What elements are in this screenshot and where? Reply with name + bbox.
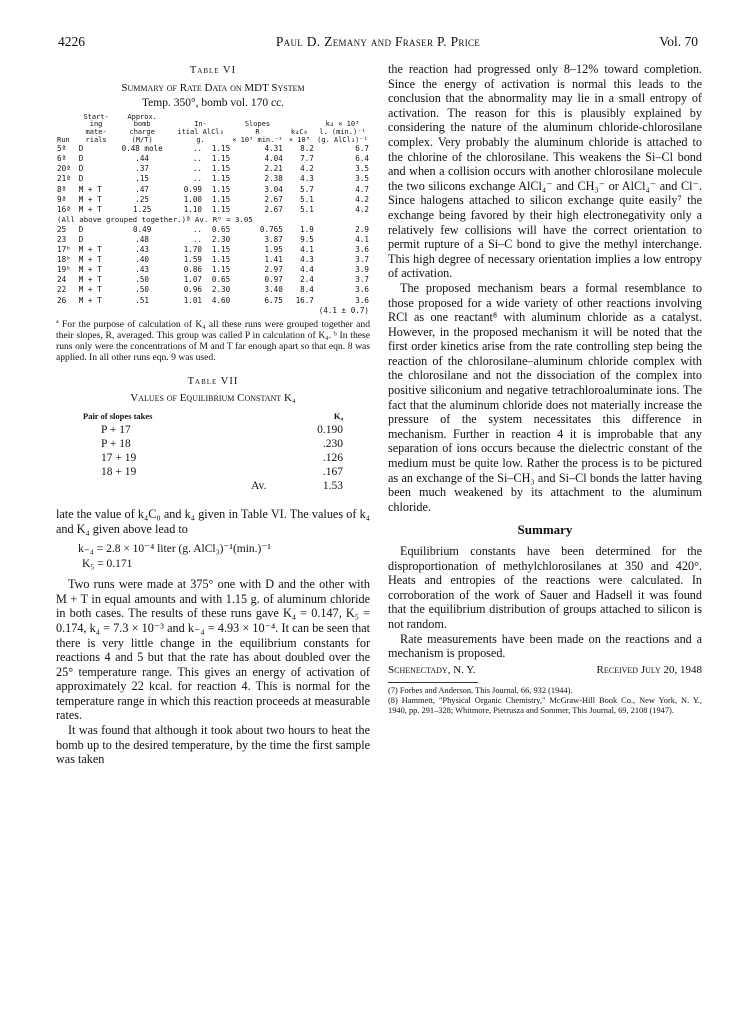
table-cell: 19ᵇ: [57, 265, 71, 275]
table-cell: 1.95: [264, 245, 283, 255]
table-cell: M + T: [78, 255, 102, 265]
received-date: Received July 20, 1948: [596, 663, 702, 676]
equation-k5: K₅ = 0.171: [82, 557, 133, 570]
table-cell: P + 18: [101, 437, 131, 450]
reference-7: (7) Forbes and Anderson, This Journal, 66, 932 (1944).: [388, 686, 573, 696]
left-paragraph-1: late the value of k₄C₀ and k₄ given in Table VI. The values of k₄ and K₄ given above lead to: [56, 506, 370, 536]
table-cell: 1.25: [133, 204, 152, 214]
page-number: 4226: [58, 34, 85, 49]
table-cell: 1.15: [211, 204, 231, 214]
table-cell: 6.7: [355, 144, 369, 154]
table-cell: 0.765: [259, 224, 283, 234]
table7-label: Table VII: [187, 375, 239, 387]
table-cell: 1.15: [211, 144, 231, 154]
table-cell: 7.7: [300, 154, 314, 164]
table6-conditions: Temp. 350°, bomb vol. 170 cc.: [141, 97, 285, 110]
table-cell: 4.3: [300, 174, 314, 184]
table-cell: 1.41: [264, 255, 283, 265]
table-cell: ..: [192, 144, 202, 154]
right-column: [388, 62, 702, 716]
table-cell: 2.4: [300, 275, 314, 285]
table7-avg-label: Av.: [251, 479, 267, 492]
table-cell: 0.48 mole: [121, 144, 163, 154]
table-cell: 3.5: [355, 164, 369, 174]
table-cell: 23: [57, 235, 67, 244]
table-row: [83, 423, 343, 437]
table-row: [56, 296, 370, 306]
table-cell: M + T: [78, 275, 102, 285]
table-cell: .43: [135, 245, 149, 255]
table-cell: .50: [135, 285, 149, 295]
left-column: [56, 62, 370, 767]
table-cell: 1.10: [183, 204, 202, 214]
table-row: [56, 285, 370, 295]
table-cell: M + T: [78, 295, 102, 305]
table-cell: .43: [135, 265, 149, 275]
table-cell: M + T: [78, 184, 102, 194]
table-cell: 2.21: [264, 164, 283, 174]
table-cell: .48: [135, 235, 149, 244]
table-cell: 20ª: [57, 164, 71, 174]
table7-head-k: K₄: [333, 410, 343, 421]
table-row: [56, 265, 370, 275]
table-cell: 0.86: [183, 265, 202, 275]
th-k4c0: k₄C₀ × 10³: [288, 127, 310, 144]
table-cell: 2.30: [211, 285, 231, 295]
table-cell: 3.7: [355, 275, 369, 285]
table7-head-pair: Pair of slopes takes: [83, 410, 153, 421]
table-cell: 1.15: [211, 154, 231, 164]
table-cell: 6.75: [264, 295, 283, 305]
table-cell: ..: [192, 224, 202, 234]
table6-header-row: [56, 114, 370, 144]
table-row: [83, 437, 343, 451]
table-cell: 1.59: [183, 255, 202, 265]
table-cell: D: [78, 224, 84, 234]
table6-average: (4.1 ± 0.7): [318, 305, 369, 315]
table-cell: 2.9: [355, 224, 369, 234]
table-cell: 0.49: [133, 224, 152, 234]
th-approx: Approx. bomb charge (M/T): [127, 112, 157, 144]
table-cell: 3.04: [264, 184, 283, 194]
table-cell: 1.15: [211, 255, 231, 265]
volume-label: Vol. 70: [659, 34, 698, 49]
left-paragraph-2: Two runs were made at 375° one with D and the other with M + T in equal amounts and with 1.15 g. of aluminum chloride in both cases. The results of these runs gave K₄ = 0.147, K₅ = 0.174, k₄ = 7.3 × 10⁻³ and k₋₄ = 4.93 × 10⁻⁴. It can be seen that there is very little change in the equilibrium constants for reactions 4 and 5 but that the rate has about doubled over the 25° temperature range. This gives an energy of activation of approximately 22 kcal. for reaction 4. This is normal for the temperature range in which this reaction proceeds at measurable rates.: [56, 577, 370, 723]
table7-avg-value: 1.53: [322, 479, 343, 492]
right-paragraph-1: the reaction had progressed only 8–12% toward completion. Since the energy of activation is normal this leads to the conclusion that the abnormality may lie in a small entropy of activation. The reason for this is plausibly explained by considering the nature of the aluminum chloride-chlorosilane complex. Very probably the aluminum chloride is attached to the chlorine of the chlorosilane. This weakens the Si–Cl bond and when a collision occurs with another chlorosilane molecule the two silicons exchange AlCl₄⁻ and CH₃⁻ or AlCl₄⁻ and Cl⁻. Since halogens attached to silicon exchange quite easily⁷ the exchange being favored by their high electronegativity only a relatively few collisions will have the correct orientation to permit rupture of a Si–C bond to give the methyl interchange. This high degree of necessary orientation implies a low entropy of activation.: [388, 62, 702, 281]
table-cell: P + 17: [101, 423, 131, 436]
table-cell: 8.4: [300, 285, 314, 295]
table-cell: 2.38: [264, 174, 283, 184]
footnote-rule: [388, 682, 478, 683]
th-slopes: Slopes R × 10³ min.⁻¹: [232, 120, 283, 144]
table-cell: 2.30: [211, 235, 231, 244]
equation-block: [78, 542, 370, 571]
table-cell: 1.07: [183, 275, 202, 285]
table-cell: 4.7: [355, 184, 369, 194]
table-cell: 0.96: [183, 285, 202, 295]
table-row: [56, 185, 370, 195]
table-cell: .25: [135, 194, 149, 204]
th-k4: k₄ × 10³ l. (min.)⁻¹ (g. AlCl₃)⁻¹: [317, 120, 368, 144]
table-cell: 9.5: [300, 235, 314, 244]
table-cell: 2.67: [264, 194, 283, 204]
table-cell: 1.00: [183, 194, 202, 204]
table6: [56, 114, 370, 316]
table-cell: 4.2: [355, 194, 369, 204]
summary-paragraph-2: Rate measurements have been made on the reactions and a mechanism is proposed.: [388, 631, 702, 661]
left-paragraph-3: It was found that although it took about two hours to heat the bomb up to the desired temperature, by the time the first sample was taken: [56, 723, 370, 767]
table-cell: 5.1: [300, 204, 314, 214]
table-cell: 24: [57, 275, 67, 285]
equation-k-minus-4: k₋₄ = 2.8 × 10⁻⁴ liter (g. AlCl₃)⁻¹(min.)⁻¹: [78, 543, 271, 556]
table-cell: 16ª: [57, 204, 71, 214]
reference-8: (8) Hammett, "Physical Organic Chemistry," McGraw-Hill Book Co., New York, N. Y., 1940, pp. 291–328; Whitmore, Pietrusza and Sommer, This Journal, 69, 2108 (1947).: [388, 696, 702, 716]
table6-caption: Summary of Rate Data on MDT System: [121, 81, 305, 94]
table-cell: 3.9: [355, 265, 369, 275]
table-cell: .126: [322, 451, 343, 464]
table-cell: M + T: [78, 285, 102, 295]
table-cell: 1.15: [211, 184, 231, 194]
table-cell: 25: [57, 224, 67, 234]
table6-group-note: (All above grouped together.)ª Av. Rᵅ = 3.05: [57, 214, 253, 224]
table-cell: 2.97: [264, 265, 283, 275]
table-cell: 1.70: [183, 245, 202, 255]
table-cell: D: [78, 144, 84, 154]
table-cell: .37: [135, 164, 149, 174]
table-cell: D: [78, 174, 84, 184]
table-cell: 2.67: [264, 204, 283, 214]
table-cell: ..: [192, 235, 202, 244]
table-cell: D: [78, 235, 84, 244]
table-cell: 16.7: [295, 295, 314, 305]
th-alcl3: In- itial AlCl₃ g.: [177, 120, 224, 144]
table-cell: M + T: [78, 194, 102, 204]
table-cell: 4.3: [300, 255, 314, 265]
table-row: [83, 451, 343, 465]
table-cell: 4.4: [300, 265, 314, 275]
table-cell: 4.60: [211, 295, 231, 305]
table-cell: 8ª: [57, 184, 67, 194]
table-cell: 3.7: [355, 255, 369, 265]
table-cell: 1.01: [183, 295, 202, 305]
table-cell: 17ᵇ: [57, 245, 71, 255]
table-cell: 3.6: [355, 295, 369, 305]
table-cell: M + T: [78, 245, 102, 255]
table-cell: 3.87: [264, 235, 283, 244]
table-cell: 1.15: [211, 245, 231, 255]
table-cell: .47: [135, 184, 149, 194]
table-row: [56, 205, 370, 215]
table-cell: 5.1: [300, 194, 314, 204]
table-cell: 4.1: [355, 235, 369, 244]
table-cell: 9ª: [57, 194, 67, 204]
table7-caption: Values of Equilibrium Constant K₄: [130, 392, 296, 405]
table-cell: .51: [135, 295, 149, 305]
table-cell: 4.2: [355, 204, 369, 214]
table-cell: D: [78, 164, 84, 174]
table-row: [56, 235, 370, 245]
table-cell: 0.97: [264, 275, 283, 285]
table-cell: 22: [57, 285, 67, 295]
table-cell: .167: [322, 465, 343, 478]
table-cell: 3.6: [355, 285, 369, 295]
table-cell: 1.15: [211, 164, 231, 174]
th-run: Run: [57, 135, 70, 144]
table-cell: 0.65: [211, 224, 231, 234]
table-cell: 3.5: [355, 174, 369, 184]
table-cell: 5.7: [300, 184, 314, 194]
table-cell: .40: [135, 255, 149, 265]
table-row: [56, 144, 370, 154]
th-start: Start- ing mate- rials: [83, 112, 109, 144]
table-cell: 0.190: [317, 423, 343, 436]
table-cell: .50: [135, 275, 149, 285]
table-row: [56, 164, 370, 174]
table-cell: 6.4: [355, 154, 369, 164]
table-cell: .15: [135, 174, 149, 184]
table-cell: 18 + 19: [101, 465, 137, 478]
table-cell: ..: [192, 164, 202, 174]
summary-paragraph-1: Equilibrium constants have been determined for the disproportionation of methylchlorosilanes at 350 and 420°. Heats and entropies of the reactions were calculated. In corroboration of the work of Sauer and Hadsell it was found that the equilibrium distribution of groups attached to silicon is not random.: [388, 544, 702, 631]
table-cell: 3.40: [264, 285, 283, 295]
table-cell: 1.9: [300, 224, 314, 234]
table-cell: 5ª: [57, 144, 67, 154]
table-row: [56, 225, 370, 235]
table-cell: M + T: [78, 204, 102, 214]
table-cell: 3.6: [355, 245, 369, 255]
table6-footnote: ª For the purpose of calculation of K₄ all these runs were grouped together and their slopes, R, averaged. This group was called P in calculation of K₄. ᵇ In these runs only were the concentrations of M and T far enough apart so that eqn. 8 was applied. In all other runs eqn. 9 was used.: [56, 318, 370, 363]
signature-line: [388, 663, 702, 678]
table-cell: D: [78, 154, 84, 164]
table-row: [56, 174, 370, 184]
table-cell: 26: [57, 295, 67, 305]
table-row: [56, 195, 370, 205]
table-cell: 0.65: [211, 275, 231, 285]
right-paragraph-2: The proposed mechanism bears a formal resemblance to those proposed for a wide variety of other reactions involving RCl as one reactant⁸ with aluminum chloride as a catalyst. However, in the proposed mechanism it will be noted that the first order kinetics arise from the rate controlling step being the reaction of the chlorosilane–aluminum chloride complex with the chlorosilane and not the dissociation of the complex into positive siliconium and negative tetrachloroaluminate ions. The fact that the aluminum chloride does not materially increase the pressure of the system necessitates this difference in mechanism. Further in reaction 4 it is improbable that any separation of ions occurs because the dielectric constant of the medium must be quite low. Rather the process is to be pictured as an exchange of the Si–CH₃ and Si–Cl bonds the latter having been much weakened by its attachment to the aluminum chloride.: [388, 280, 702, 514]
table-row: [56, 154, 370, 164]
table6-label: Table VI: [189, 65, 237, 76]
summary-heading: Summary: [517, 522, 573, 538]
table-cell: 6ª: [57, 154, 67, 164]
table-cell: .230: [322, 437, 343, 450]
place: Schenectady, N. Y.: [388, 663, 476, 676]
table-cell: 1.15: [211, 174, 231, 184]
running-title: Paul D. Zemany and Fraser P. Price: [275, 34, 481, 49]
table-row: [83, 465, 343, 479]
table-cell: 1.15: [211, 265, 231, 275]
table-cell: 4.04: [264, 154, 283, 164]
table-cell: ..: [192, 154, 202, 164]
table-cell: 21ª: [57, 174, 71, 184]
table-cell: 4.31: [264, 144, 283, 154]
table-cell: M + T: [78, 265, 102, 275]
table-cell: 0.99: [183, 184, 202, 194]
table-cell: 4.2: [300, 164, 314, 174]
table-row: [56, 275, 370, 285]
table7: [83, 409, 343, 493]
table-cell: 8.2: [300, 144, 314, 154]
table-cell: 4.1: [300, 245, 314, 255]
table-cell: 17 + 19: [101, 451, 137, 464]
table-cell: ..: [192, 174, 202, 184]
table-row: [56, 245, 370, 255]
table-cell: 1.15: [211, 194, 231, 204]
table-cell: .44: [135, 154, 149, 164]
table-row: [56, 255, 370, 265]
table-cell: 18ᵇ: [57, 255, 71, 265]
